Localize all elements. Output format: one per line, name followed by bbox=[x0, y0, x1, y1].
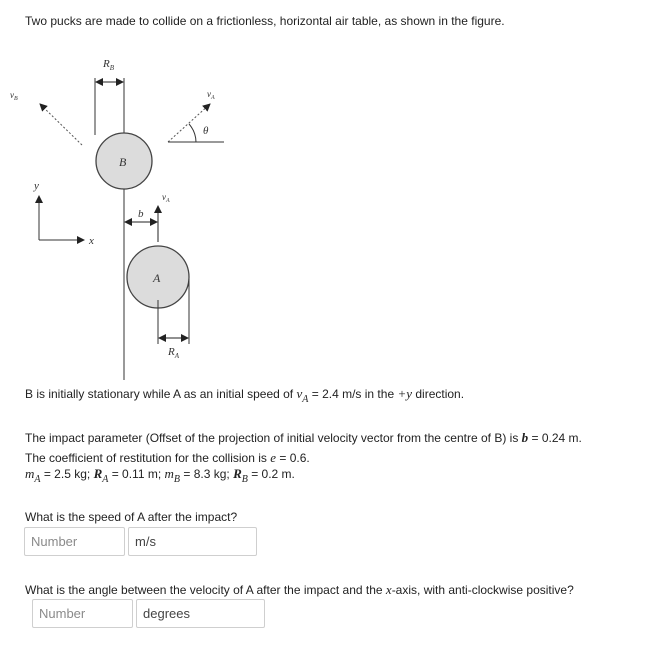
va-prime-label: $v_A$ bbox=[207, 89, 215, 101]
b-label: b bbox=[138, 208, 144, 220]
vb-label: $v_B$ bbox=[10, 90, 18, 102]
puck-b-label: B bbox=[119, 155, 127, 169]
collision-figure bbox=[0, 50, 240, 380]
puck-a-label: A bbox=[153, 271, 161, 285]
theta-label: θ bbox=[203, 125, 209, 137]
x-axis-label: x bbox=[89, 235, 94, 247]
rb-label: $R_B$ bbox=[103, 58, 115, 72]
q1-prompt: What is the speed of A after the impact? bbox=[25, 510, 238, 524]
q1-answer-group bbox=[24, 527, 257, 556]
q2-prompt: What is the angle between the velocity of A after the impact and the x-axis, with anti-clockwise positive? bbox=[25, 582, 574, 597]
q2-answer-group bbox=[32, 599, 265, 628]
q1-number-input[interactable] bbox=[24, 527, 125, 556]
q1-unit-label: m/s bbox=[128, 527, 257, 556]
ra-label: $R_A$ bbox=[168, 346, 180, 360]
y-axis-label: y bbox=[34, 180, 39, 192]
intro-text: Two pucks are made to collide on a frictionless, horizontal air table, as shown in the figure. bbox=[25, 14, 505, 28]
impact-parameter: The impact parameter (Offset of the projection of initial velocity vector from the centre of B) is b = 0.24 m. bbox=[25, 430, 582, 445]
q2-number-input[interactable] bbox=[32, 599, 133, 628]
restitution: The coefficient of restitution for the collision is e = 0.6. bbox=[25, 450, 310, 465]
mass-radius-line: $m_A = 2.5$ kg; $R_A = 0.11$ m; $m_B = 8.3$ kg; $R_B = 0.2$ m. bbox=[25, 466, 295, 485]
va-label: $v_A$ bbox=[162, 192, 170, 204]
q2-unit-label: degrees bbox=[136, 599, 265, 628]
initial-conditions: B is initially stationary while A as an initial speed of $v_A = 2.4$ m/s in the +y direction. bbox=[25, 386, 465, 405]
vb-dashed-line bbox=[40, 104, 82, 145]
theta-arc bbox=[189, 124, 196, 142]
